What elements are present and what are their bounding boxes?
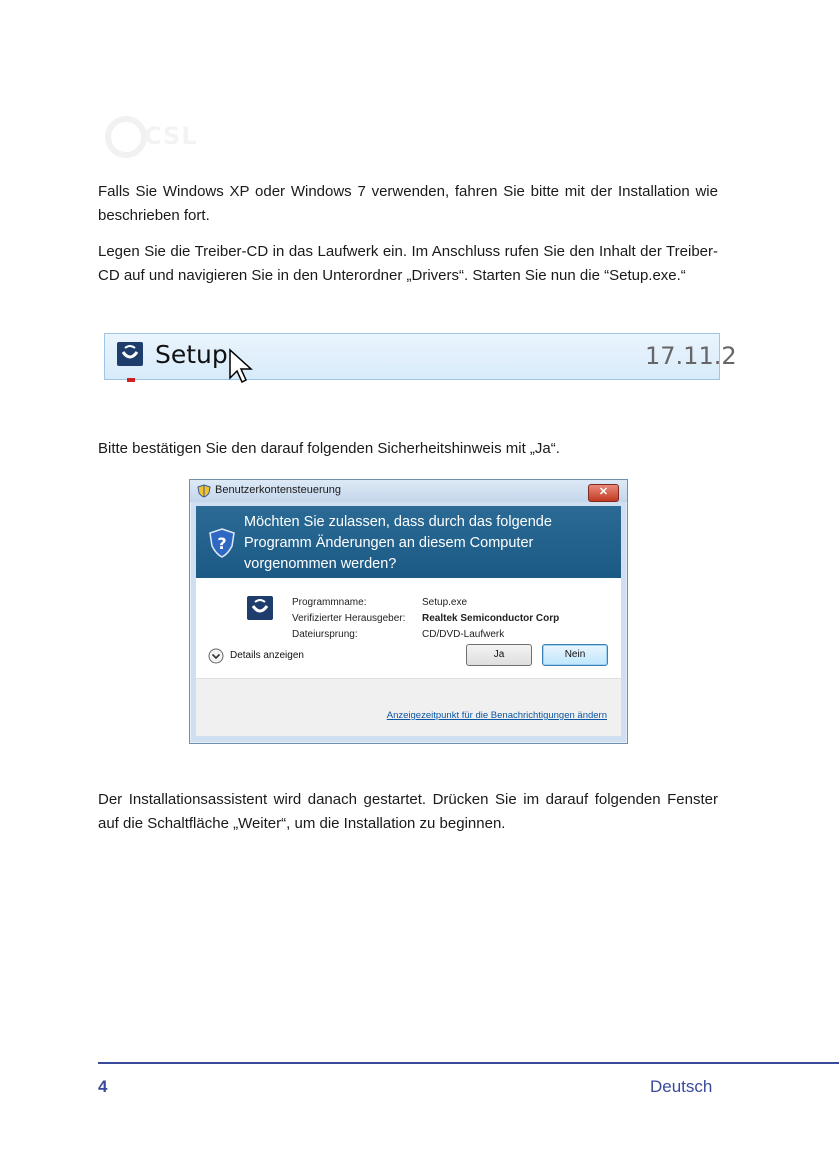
- language-label: Deutsch: [650, 1077, 713, 1096]
- yes-button[interactable]: Ja: [466, 644, 532, 666]
- origin-value: CD/DVD-Laufwerk: [422, 629, 505, 640]
- dialog-body: [196, 578, 621, 678]
- wizard-paragraph: Der Installationsassistent wird danach gestartet. Drücken Sie im darauf folgenden Fenster auf die Schaltfläche „Weiter“, um die Installation zu beginnen.: [98, 791, 718, 832]
- security-shield-icon: [209, 528, 235, 558]
- intro-paragraph: Falls Sie Windows XP oder Windows 7 verwenden, fahren Sie bitte mit der Installation wie beschrieben fort.: [98, 183, 718, 224]
- uac-shield-icon: [197, 484, 211, 498]
- close-button[interactable]: ✕: [588, 484, 619, 502]
- dialog-titlebar: [190, 480, 627, 502]
- mouse-cursor-icon: [228, 348, 256, 386]
- footer-divider: [98, 1062, 839, 1064]
- svg-text:?: ?: [217, 534, 227, 553]
- driver-cd-paragraph: Legen Sie die Treiber-CD in das Laufwerk ein. Im Anschluss rufen Sie den Inhalt der Treiber-CD auf und navigieren Sie in den Unterordner „Drivers“. Starten Sie nun die “Setup.exe.“: [98, 243, 718, 284]
- details-toggle[interactable]: Details anzeigen: [230, 650, 304, 661]
- dialog-header: [196, 506, 621, 578]
- program-name-value: Setup.exe: [422, 597, 468, 608]
- confirm-paragraph: Bitte bestätigen Sie den darauf folgenden Sicherheitshinweis mit „Ja“.: [98, 440, 560, 457]
- explorer-file-row[interactable]: [104, 333, 737, 380]
- setup-app-icon: [117, 342, 143, 366]
- file-name: Setup: [155, 340, 228, 369]
- notification-settings-link[interactable]: Anzeigezeitpunkt für die Benachrichtigungen ändern: [386, 710, 607, 721]
- dialog-title: Benutzerkontensteuerung: [215, 484, 341, 496]
- page-number: 4: [98, 1077, 108, 1096]
- logo-text: CSL: [144, 122, 198, 150]
- csl-logo: [104, 112, 214, 162]
- uac-dialog: [189, 479, 628, 744]
- file-date: 17.11.2: [645, 342, 737, 370]
- dialog-question: Möchten Sie zulassen, dass durch das folgende Programm Änderungen an diesem Computer vorgenommen werden?: [244, 514, 552, 572]
- program-icon: [247, 596, 273, 620]
- no-button[interactable]: Nein: [542, 644, 608, 666]
- origin-label: Dateiursprung:: [292, 629, 358, 640]
- program-name-label: Programmname:: [292, 597, 367, 608]
- dialog-footer: [196, 678, 621, 736]
- red-marker: [127, 378, 135, 382]
- publisher-label: Verifizierter Herausgeber:: [292, 613, 406, 624]
- chevron-down-icon[interactable]: [208, 648, 224, 664]
- publisher-value: Realtek Semiconductor Corp: [422, 613, 560, 624]
